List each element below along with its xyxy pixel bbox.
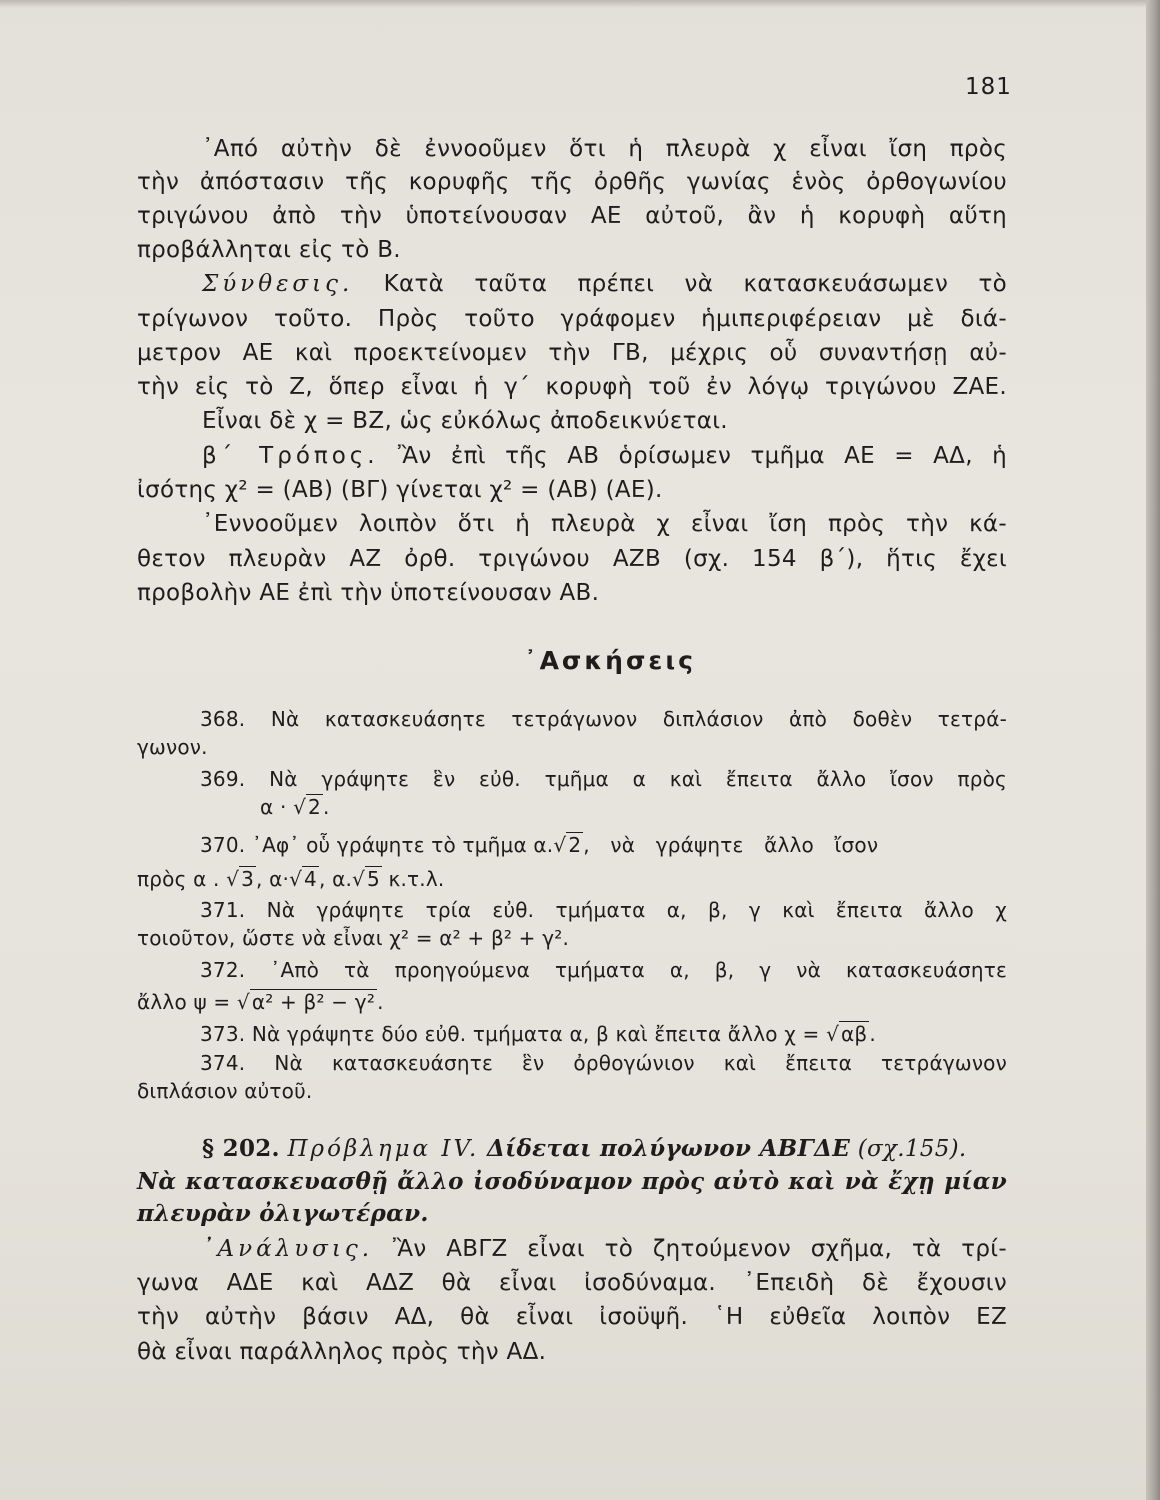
problem-202-line <box>202 1133 1007 1165</box>
exercise-368-cont: γωνον. <box>137 735 208 759</box>
figure-ref: (σχ.155). <box>857 1136 967 1162</box>
radicand: αβ <box>841 1022 868 1046</box>
method-b-label: β΄ Τρόπος. <box>202 443 379 469</box>
radicand: 5 <box>367 867 380 891</box>
text-line: προβάλληται εἰς τὸ Β. <box>137 237 401 263</box>
problem-label: Πρόβλημα IV. <box>287 1136 480 1162</box>
synthesis-line: Σύνθεσις. Κατὰ ταῦτα πρέπει νὰ κατασκευάσωμεν τὸ <box>202 271 1007 297</box>
text-line: προβολὴν ΑΕ ἐπὶ τὴν ὑποτείνουσαν ΑΒ. <box>137 580 600 606</box>
method-b-line: β΄ Τρόπος. Ἂν ἐπὶ τῆς ΑΒ ὁρίσωμεν τμῆμα ΑΕ = ΑΔ, ἡ <box>202 443 1007 469</box>
exercise-368: 368. Νὰ κατασκευάσητε τετράγωνον διπλάσιον ἀπὸ δοθὲν τετρά- <box>200 707 1007 731</box>
text-line: τὴν εἰς τὸ Ζ, ὅπερ εἶναι ἡ γ΄ κορυφὴ τοῦ ἐν λόγῳ τριγώνου ΖΑΕ. <box>137 374 1007 400</box>
problem-statement: Δίδεται πολύγωνον ΑΒΓΔΕ <box>486 1135 851 1162</box>
text-line: θὰ εἶναι παράλληλος πρὸς τὴν ΑΔ. <box>137 1339 547 1365</box>
page-top-edge <box>0 0 1160 8</box>
exercise-369: 369. Νὰ γράψητε ἓν εὐθ. τμῆμα α καὶ ἔπειτα ἄλλο ἴσον πρὸς <box>200 767 1007 791</box>
page-number: 181 <box>965 74 1012 100</box>
exercise-371-cont: τοιοῦτον, ὥστε νὰ εἶναι χ² = α² + β² + γ². <box>137 926 570 950</box>
text-line: γωνα ΑΔΕ καὶ ΑΔΖ θὰ εἶναι ἰσοδύναμα. ᾿Επειδὴ δὲ ἔχουσιν <box>137 1270 1007 1296</box>
text-line: ἰσότης χ² = (ΑΒ) (ΒΓ) γίνεται χ² = (ΑΒ) (ΑΕ). <box>137 477 663 503</box>
text-line: Εἶναι δὲ χ = ΒΖ, ὡς εὐκόλως ἀποδεικνύεται. <box>202 408 728 434</box>
text-line: θετον πλευρὰν ΑΖ ὀρθ. τριγώνου ΑΖΒ (σχ. 154 β΄), ἥτις ἔχει <box>137 546 1007 572</box>
exercise-369-cont: α · √ 2 . <box>260 795 330 819</box>
analysis-label: ᾿Ανάλυσις. <box>202 1236 374 1262</box>
text-line: τρίγωνον τοῦτο. Πρὸς τοῦτο γράφομεν ἡμιπεριφέρειαν μὲ διά- <box>137 306 1007 332</box>
text-line: τὴν αὐτὴν βάσιν ΑΔ, θὰ εἶναι ἰσοϋψῆ. ῾Η εὐθεῖα λοιπὸν ΕΖ <box>137 1304 1007 1330</box>
radicand: 3 <box>241 867 255 891</box>
radicand: 2 <box>568 833 582 857</box>
exercise-374-cont: διπλάσιον αὐτοῦ. <box>137 1079 313 1103</box>
synthesis-label: Σύνθεσις. <box>202 271 354 297</box>
text-line: τὴν ἀπόστασιν τῆς κορυφῆς τῆς ὀρθῆς γωνίας ἑνὸς ὀρθογωνίου <box>137 169 1007 195</box>
exercise-370: 370. ᾿Αφ᾿ οὗ γράψητε τὸ τμῆμα α.√ 2 , νὰ γράψητε ἄλλο ἴσον <box>200 833 879 857</box>
problem-statement-line: Νὰ κατασκευασθῇ ἄλλο ἰσοδύναμον πρὸς αὐτὸ καὶ νὰ ἔχῃ μίαν <box>137 1168 1007 1195</box>
section-number: § 202. <box>202 1135 280 1162</box>
exercise-373: 373. Νὰ γράψητε δύο εὐθ. τμήματα α, β καὶ ἔπειτα ἄλλο χ = √ αβ . <box>200 1022 876 1046</box>
exercise-372: 372. ᾿Απὸ τὰ προηγούμενα τμήματα α, β, γ νὰ κατασκευάσητε <box>200 958 1007 982</box>
exercise-370-cont: πρὸς α . √ 3 , α·√ 4 , α.√ 5 κ.τ.λ. <box>137 867 445 891</box>
exercises-heading: ᾿Ασκήσεις <box>524 646 696 675</box>
text-line: μετρον ΑΕ καὶ προεκτείνομεν τὴν ΓΒ, μέχρις οὗ συναντήσῃ αὐ- <box>137 340 1007 366</box>
text-line: τριγώνου ἀπὸ τὴν ὑποτείνουσαν ΑΕ αὐτοῦ, ἂν ἡ κορυφὴ αὕτη <box>137 203 1007 229</box>
exercise-374: 374. Νὰ κατασκευάσητε ἓν ὀρθογώνιον καὶ ἔπειτα τετράγωνον <box>200 1051 1007 1075</box>
exercise-372-cont: ἄλλο ψ = √ α² + β² − γ² . <box>137 990 384 1014</box>
radicand: 2 <box>308 795 321 819</box>
book-spine-shadow <box>1146 0 1160 1500</box>
analysis-line: ᾿Ανάλυσις. Ἂν ΑΒΓΖ εἶναι τὸ ζητούμενον σχῆμα, τὰ τρί- <box>202 1236 1007 1262</box>
text-line: ᾿Εννοοῦμεν λοιπὸν ὅτι ἡ πλευρὰ χ εἶναι ἴση πρὸς τὴν κά- <box>202 511 1007 537</box>
radicand: 4 <box>304 867 317 891</box>
problem-statement-line: πλευρὰν ὀλιγωτέραν. <box>137 1200 429 1227</box>
radicand: α² + β² − γ² <box>251 990 376 1014</box>
text-line: ᾿Από αὐτὴν δὲ ἐννοοῦμεν ὅτι ἡ πλευρὰ χ εἶναι ἴση πρὸς <box>202 136 1007 162</box>
exercise-371: 371. Νὰ γράψητε τρία εὐθ. τμήματα α, β, γ καὶ ἔπειτα ἄλλο χ <box>200 898 1007 922</box>
